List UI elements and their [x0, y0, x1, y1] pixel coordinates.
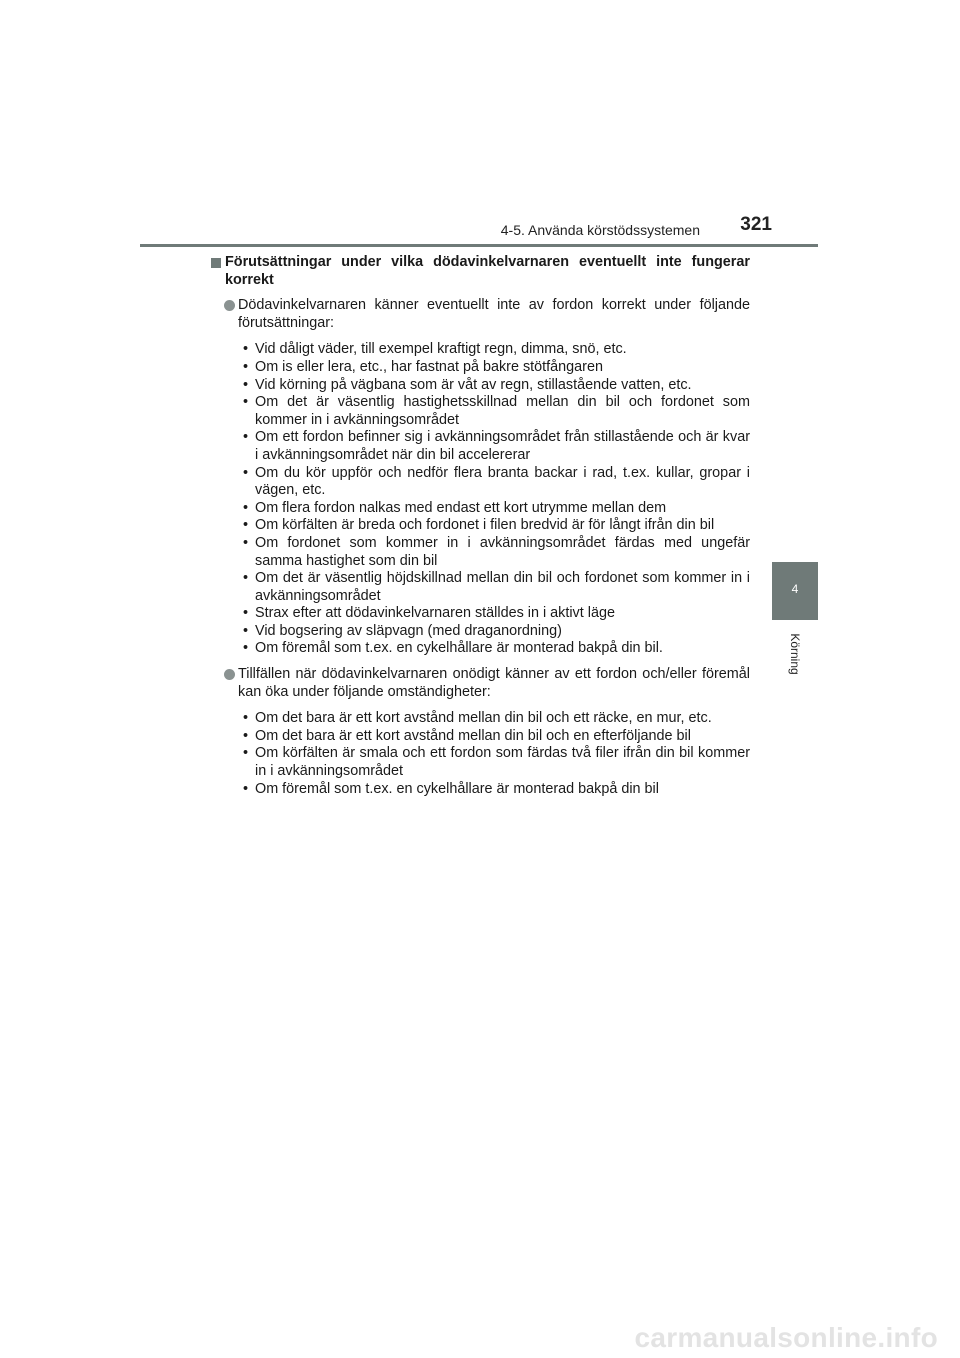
paragraph-1-text: Dödavinkelvarnaren känner eventuellt inte av fordon korrekt under följande förutsättningar:	[238, 297, 750, 331]
paragraph-2-text: Tillfällen när dödavinkelvarnaren onödigt känner av ett fordon och/eller föremål kan öka under följande omständigheter:	[238, 666, 750, 700]
list-item: • Om körfälten är breda och fordonet i filen bredvid är för långt ifrån din bil	[238, 517, 750, 535]
list-item: • Om det bara är ett kort avstånd mellan din bil och ett räcke, en mur, etc.	[238, 710, 750, 728]
list-item: • Om du kör uppför och nedför flera branta backar i rad, t.ex. kullar, gropar i vägen, etc.	[238, 465, 750, 500]
list-item: • Vid körning på vägbana som är våt av regn, stillastående vatten, etc.	[238, 377, 750, 395]
page-number: 321	[740, 214, 772, 235]
watermark: carmanualsonline.info	[634, 1322, 938, 1353]
circle-bullet-icon	[224, 669, 235, 680]
page-content	[210, 254, 750, 806]
list-item: • Om flera fordon nalkas med endast ett kort utrymme mellan dem	[238, 500, 750, 518]
chapter-tab	[772, 562, 818, 620]
list-item: • Om det är väsentlig hastighetsskillnad mellan din bil och fordonet som kommer in i avkänningsområdet	[238, 394, 750, 429]
list-item: • Om ett fordon befinner sig i avkänningsområdet från stillastående och är kvar i avkänningsområdet när din bil accelererar	[238, 429, 750, 464]
square-bullet-icon	[211, 258, 221, 268]
list-item: • Om is eller lera, etc., har fastnat på bakre stötfångaren	[238, 359, 750, 377]
list-item: • Om det bara är ett kort avstånd mellan din bil och en efterföljande bil	[238, 728, 750, 746]
section-heading	[210, 254, 750, 289]
list-item: • Strax efter att dödavinkelvarnaren ställdes in i aktivt läge	[238, 605, 750, 623]
section-title: 4-5. Använda körstödssystemen	[500, 222, 700, 238]
bullet-list-1	[210, 341, 750, 658]
chapter-number: 4	[791, 582, 799, 596]
list-item: • Om körfälten är smala och ett fordon som färdas två filer ifrån din bil kommer in i avkänningsområdet	[238, 745, 750, 780]
list-item: • Om fordonet som kommer in i avkänningsområdet färdas med ungefär samma hastighet som din bil	[238, 535, 750, 570]
header-rule	[140, 244, 818, 247]
section-heading-text: Förutsättningar under vilka dödavinkelvarnaren eventuellt inte fungerar korrekt	[225, 254, 750, 288]
list-item: • Vid dåligt väder, till exempel kraftigt regn, dimma, snö, etc.	[238, 341, 750, 359]
bullet-list-2	[210, 710, 750, 798]
list-item: • Vid bogsering av släpvagn (med draganordning)	[238, 623, 750, 641]
list-item: • Om föremål som t.ex. en cykelhållare är monterad bakpå din bil	[238, 781, 750, 799]
paragraph-2	[210, 666, 750, 701]
chapter-label: Körning	[788, 633, 802, 675]
page-header	[140, 214, 818, 246]
list-item: • Om det är väsentlig höjdskillnad mellan din bil och fordonet som kommer in i avkänningsområdet	[238, 570, 750, 605]
paragraph-1	[210, 297, 750, 332]
list-item: • Om föremål som t.ex. en cykelhållare är monterad bakpå din bil.	[238, 640, 750, 658]
circle-bullet-icon	[224, 300, 235, 311]
chapter-label-wrap	[772, 628, 818, 688]
